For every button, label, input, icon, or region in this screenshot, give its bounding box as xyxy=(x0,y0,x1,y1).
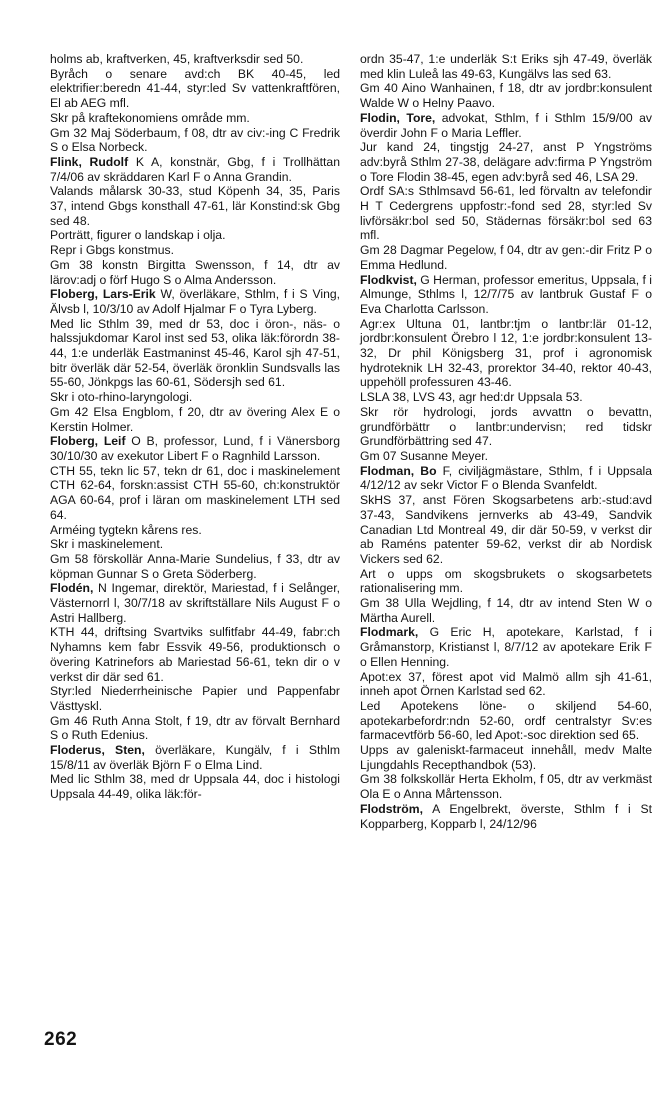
entry-text: Agr:ex Ultuna 01, lantbr:tjm o lantbr:lär 01-12, jordbr:konsulent Örebro l 12, 1:e jordbr:konsulent 13-32, Dr phil Königsberg 31, prof i agronomisk hydroteknik LH 32-43, prorektor 34-40, rektor 40-43, uppehöll professuren 43-46. xyxy=(360,316,652,390)
entry-text: Led Apotekens löne- o skiljend 54-60, apotekarbefordr:ndn 52-60, ordf centralstyr Sv:es farmacevtförb 56-60, led Apot:-soc direktion sed 65. xyxy=(360,698,652,743)
entry-paragraph xyxy=(360,596,652,625)
entry-text: LSLA 38, LVS 43, agr hed:dr Uppsala 53. xyxy=(360,390,583,405)
entry-text: Gm 32 Maj Söderbaum, f 08, dtr av civ:-ing C Fredrik S o Elsa Norbeck. xyxy=(50,125,340,155)
entry-paragraph xyxy=(50,258,340,287)
entry-paragraph xyxy=(360,243,652,272)
entry-paragraph xyxy=(360,317,652,391)
entry-text: Gm 38 konstn Birgitta Swensson, f 14, dtr av lärov:adj o förf Hugo S o Alma Andersson. xyxy=(50,257,340,287)
entry-text: Gm 40 Aino Wanhainen, f 18, dtr av jordbr:konsulent Walde W o Helny Paavo. xyxy=(360,81,652,111)
entry-text: SkHS 37, anst Fören Skogsarbetens arb:-stud:avd 37-43, Sandvikens jernverks ab 43-49, Sandvik Canadian Ltd Montreal 49, dir där 50-59, v verkst dir ab Raméns patenter 59-62, verkst dir ab Nordisk Vickers sed 62. xyxy=(360,493,652,566)
entry-paragraph xyxy=(50,111,340,126)
entry-paragraph xyxy=(360,699,652,743)
biography-entry xyxy=(50,287,340,316)
entry-text: Art o upps om skogsbrukets o skogsarbetets rationalisering mm. xyxy=(360,566,652,596)
entry-text: G Herman, professor emeritus, Uppsala, f i Almunge, Sthlms l, 12/7/75 av lantbruk Gustaf F o Eva Charlotta Carlsson. xyxy=(360,272,652,316)
entry-paragraph xyxy=(360,567,652,596)
biography-entry xyxy=(360,802,652,831)
entry-paragraph xyxy=(360,743,652,772)
entry-paragraph xyxy=(360,772,652,801)
entry-paragraph xyxy=(360,184,652,243)
entry-text: Arméing tygtekn kårens res. xyxy=(50,522,202,537)
entry-paragraph xyxy=(50,684,340,713)
entry-text: A Engelbrekt, överste, Sthlm f i St Kopparberg, Kopparb l, 24/12/96 xyxy=(360,801,652,831)
entry-name: Floderus, Sten, xyxy=(50,743,145,758)
entry-paragraph xyxy=(50,184,340,228)
entry-paragraph xyxy=(360,493,652,567)
entry-text: holms ab, kraftverken, 45, kraftverksdir sed 50. xyxy=(50,52,304,66)
entry-text: G Eric H, apotekare, Karlstad, f i Gråmanstorp, Kristianst l, 8/7/12 av apotekare Erik F o Ellen Henning. xyxy=(360,625,652,669)
entry-paragraph xyxy=(50,625,340,684)
biography-entry xyxy=(360,273,652,317)
entry-paragraph xyxy=(50,523,340,538)
entry-paragraph xyxy=(50,228,340,243)
entry-paragraph xyxy=(50,537,340,552)
entry-text: KTH 44, driftsing Svartviks sulfitfabr 44-49, fabr:ch Nyhamns kem fabr Essvik 49-56, produktionsch o övering Katrinefors ab Mariestad 56-61, tekn dir o v verkst dir där sed 61. xyxy=(50,625,340,684)
entry-text: F, civiljägmästare, Sthlm, f i Uppsala 4/12/12 av sekr Victor F o Blenda Svanfeldt. xyxy=(360,463,652,493)
entry-paragraph xyxy=(360,81,652,110)
biography-entry xyxy=(360,464,652,493)
entry-paragraph xyxy=(360,52,652,81)
entry-name: Flodin, Tore, xyxy=(360,110,436,125)
right-column xyxy=(360,52,652,831)
entry-paragraph xyxy=(360,140,652,184)
left-column xyxy=(50,52,340,802)
entry-text: Gm 38 folkskollär Herta Ekholm, f 05, dtr av verkmäst Ola E o Anna Mårtensson. xyxy=(360,772,652,802)
entry-text: Med lic Sthlm 38, med dr Uppsala 44, doc i histologi Uppsala 44-49, olika läk:för- xyxy=(50,772,340,802)
biography-entry xyxy=(50,743,340,772)
entry-paragraph xyxy=(50,52,340,67)
entry-text: Skr i oto-rhino-laryngologi. xyxy=(50,390,193,405)
entry-paragraph xyxy=(360,670,652,699)
entry-text: Skr i maskinelement. xyxy=(50,537,164,552)
entry-text: Med lic Sthlm 39, med dr 53, doc i öron-, näs- o halssjukdomar Karol inst sed 53, olika läk:förordn 38-44, 1:e underläk Eastmaninst 45-46, Karol sjh 47-51, bitr överläk där 52-54, överläk öronklin Sundsvalls las 55-60, Jönkpgs las 60-61, Södersjh sed 61. xyxy=(50,316,340,390)
entry-text: Gm 58 förskollär Anna-Marie Sundelius, f 33, dtr av köpman Gunnar S o Greta Söderberg. xyxy=(50,551,340,581)
entry-text: CTH 55, tekn lic 57, tekn dr 61, doc i maskinelement CTH 62-64, forskn:assist CTH 55-60, ch:konstruktör AGA 60-64, prof i läran om maskinelement LTH sed 64. xyxy=(50,463,340,522)
entry-name: Flodén, xyxy=(50,581,94,596)
entry-text: Gm 38 Ulla Wejdling, f 14, dtr av intend Sten W o Märtha Aurell. xyxy=(360,596,652,625)
entry-paragraph xyxy=(360,390,652,405)
entry-name: Floberg, Lars-Erik xyxy=(50,287,156,302)
entry-text: W, överläkare, Sthlm, f i S Ving, Älvsb l, 10/3/10 av Adolf Hjalmar F o Tyra Lyberg. xyxy=(50,287,341,316)
entry-name: Flodman, Bo xyxy=(360,463,437,478)
entry-paragraph xyxy=(360,449,652,464)
entry-text: Byråch o senare avd:ch BK 40-45, led elektrifier:beredn 41-44, styr:led Sv vattenkraftfören, El ab AEG mfl. xyxy=(50,66,340,111)
entry-name: Flodmark, xyxy=(360,625,419,640)
entry-paragraph xyxy=(50,405,340,434)
entry-text: Gm 46 Ruth Anna Stolt, f 19, dtr av förvalt Bernhard S o Ruth Edenius. xyxy=(50,713,340,743)
entry-text: Jur kand 24, tingstjg 24-27, anst P Yngströms adv:byrå Sthlm 27-38, delägare adv:firma P Yngström o Tore Flodin 38-45, egen adv:byrå sed 46, LSA 29. xyxy=(360,140,652,184)
entry-text: ordn 35-47, 1:e underläk S:t Eriks sjh 47-49, överläk med klin Luleå las 49-63, Kungälvs las sed 63. xyxy=(360,52,652,81)
entry-text: Ordf SA:s Sthlmsavd 56-61, led förvaltn av telefondir H T Cedergrens uppfostr:-fond sed 28, styr:led Sv livförsäkr:bol sed 50, Städernas försäkr:bol sed 63 mfl. xyxy=(360,184,652,243)
entry-name: Flink, Rudolf xyxy=(50,154,129,169)
entry-paragraph xyxy=(50,772,340,801)
entry-text: Gm 42 Elsa Engblom, f 20, dtr av övering Alex E o Kerstin Holmer. xyxy=(50,404,340,434)
entry-text: Gm 07 Susanne Meyer. xyxy=(360,448,489,463)
entry-name: Floberg, Leif xyxy=(50,434,126,449)
page-number: 262 xyxy=(44,1029,78,1050)
entry-paragraph xyxy=(50,464,340,523)
entry-name: Flodkvist, xyxy=(360,272,417,287)
entry-text: advokat, Sthlm, f i Sthlm 15/9/00 av överdir John F o Maria Leffler. xyxy=(360,110,652,140)
entry-paragraph xyxy=(50,126,340,155)
entry-text: Gm 28 Dagmar Pegelow, f 04, dtr av gen:-dir Fritz P o Emma Hedlund. xyxy=(360,243,652,272)
entry-text: Styr:led Niederrheinische Papier und Pappenfabr Västtyskl. xyxy=(50,684,340,713)
biography-entry xyxy=(50,155,340,184)
entry-paragraph xyxy=(50,714,340,743)
entry-paragraph xyxy=(50,390,340,405)
entry-text: Valands målarsk 30-33, stud Köpenh 34, 35, Paris 37, intend Gbgs konsthall 47-61, lär Konstind:sk Gbg sed 48. xyxy=(50,184,340,228)
entry-paragraph xyxy=(50,243,340,258)
entry-text: O B, professor, Lund, f i Vänersborg 30/10/30 av exekutor Libert F o Ragnhild Larsson. xyxy=(50,434,340,463)
biography-entry xyxy=(360,111,652,140)
entry-text: Upps av galeniskt-farmaceut innehåll, medv Malte Ljungdahls Recepthandbok (53). xyxy=(360,743,652,772)
entry-text: Porträtt, figurer o landskap i olja. xyxy=(50,228,226,243)
entry-text: Repr i Gbgs konstmus. xyxy=(50,243,174,258)
entry-paragraph xyxy=(50,552,340,581)
entry-paragraph xyxy=(50,317,340,391)
entry-text: Apot:ex 37, förest apot vid Malmö allm sjh 41-61, inneh apot Örnen Karlstad sed 62. xyxy=(360,669,652,699)
biography-entry xyxy=(50,434,340,463)
biography-entry xyxy=(360,625,652,669)
entry-text: K A, konstnär, Gbg, f i Trollhättan 7/4/06 av skräddaren Karl F o Anna Grandin. xyxy=(50,154,340,184)
entry-text: överläkare, Kungälv, f i Sthlm 15/8/11 av överläk Björn F o Elma Lind. xyxy=(50,743,340,772)
entry-text: Skr rör hydrologi, jords avvattn o bevattn, grundförbättr o lantbr:undervisn; red tidskr Grundförbättring sed 47. xyxy=(360,404,652,449)
entry-name: Flodström, xyxy=(360,801,423,816)
entry-text: N Ingemar, direktör, Mariestad, f i Selånger, Västernorrl l, 30/7/18 av skriftställare Nils August F o Astri Hallberg. xyxy=(50,581,340,625)
entry-paragraph xyxy=(360,405,652,449)
entry-text: Skr på kraftekonomiens område mm. xyxy=(50,110,250,125)
biography-entry xyxy=(50,581,340,625)
entry-paragraph xyxy=(50,67,340,111)
